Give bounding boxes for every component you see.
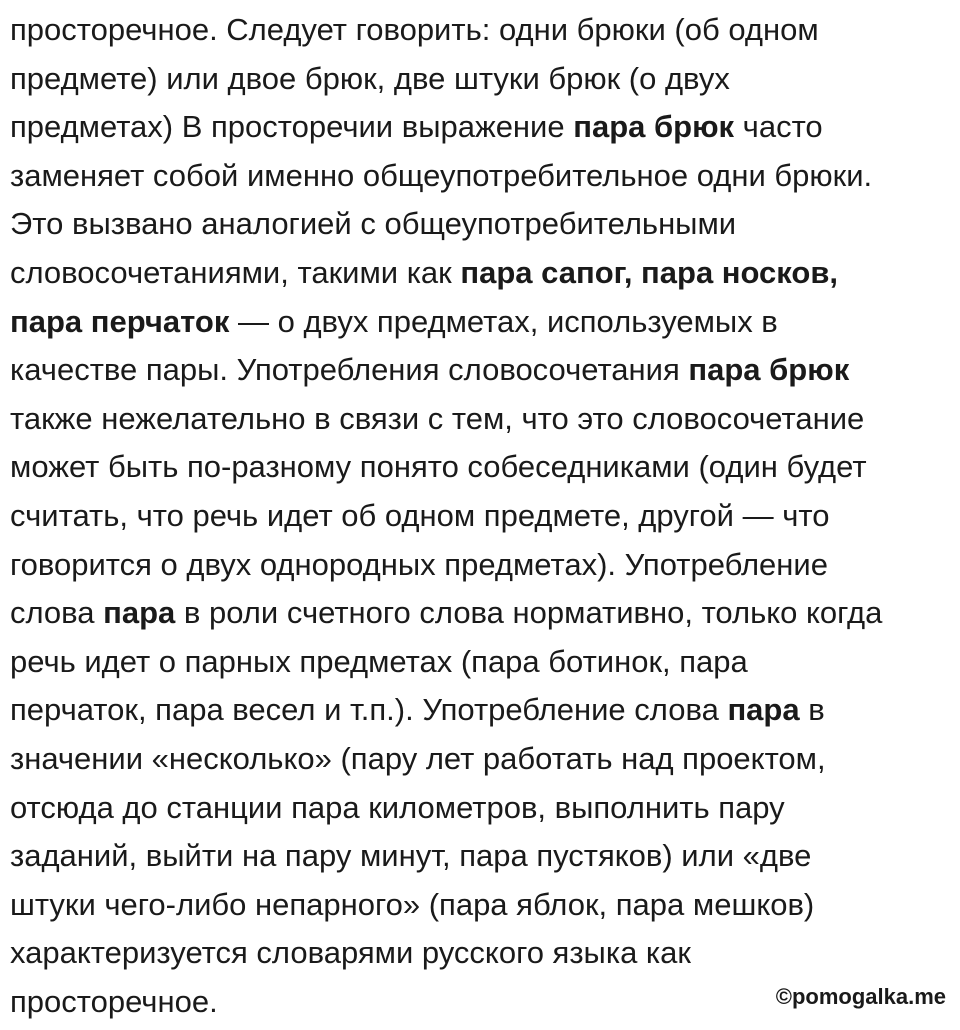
text-line: [10, 249, 950, 298]
bold-phrase: пара брюк: [688, 352, 850, 388]
text-line: [10, 346, 950, 395]
text-segment: в: [799, 692, 825, 728]
text-line: [10, 492, 950, 541]
text-line: [10, 686, 950, 735]
text-segment: также нежелательно в связи с тем, что это словосочетание: [10, 400, 865, 436]
bold-phrase: пара сапог, пара носков,: [460, 254, 839, 290]
text-line: [10, 784, 950, 833]
text-segment: может быть по-разному понято собеседниками (один будет: [10, 449, 867, 485]
bold-phrase: пара: [103, 595, 176, 631]
text-line: [10, 395, 950, 444]
text-segment: просторечное. Следует говорить: одни брюки (об одном: [10, 12, 819, 47]
text-segment: слова: [10, 595, 104, 631]
text-segment: Это вызвано аналогией с общеупотребительными: [10, 206, 737, 242]
text-segment: просторечное.: [10, 983, 218, 1019]
text-line: [10, 541, 950, 590]
text-segment: словосочетаниями, такими как: [10, 254, 461, 290]
text-segment: предмете) или двое брюк, две штуки брюк (о двух: [10, 60, 730, 96]
text-segment: речь идет о парных предметах (пара ботинок, пара: [10, 643, 748, 679]
text-segment: — о двух предметах, используемых в: [229, 303, 778, 339]
text-segment: считать, что речь идет об одном предмете, другой — что: [10, 497, 830, 533]
text-segment: говорится о двух однородных предметах). Употребление: [10, 546, 828, 582]
text-segment: часто: [734, 109, 823, 145]
text-segment: штуки чего-либо непарного» (пара яблок, пара мешков): [10, 886, 815, 922]
text-segment: характеризуется словарями русского языка как: [10, 935, 691, 971]
watermark: ©pomogalka.me: [775, 984, 946, 1009]
text-line: [10, 55, 950, 104]
bold-phrase: пара брюк: [573, 109, 735, 145]
text-line: [10, 152, 950, 201]
text-line: [10, 881, 950, 930]
text-line: [10, 200, 950, 249]
text-line: [10, 638, 950, 687]
text-line: [10, 832, 950, 881]
text-segment: заданий, выйти на пару минут, пара пустяков) или «две: [10, 838, 812, 874]
text-line: [10, 103, 950, 152]
text-line: [10, 298, 950, 347]
text-line: [10, 6, 950, 55]
text-segment: заменяет собой именно общеупотребительное одни брюки.: [10, 157, 873, 193]
text-segment: качестве пары. Употребления словосочетания: [10, 352, 689, 388]
text-line: [10, 589, 950, 638]
bold-phrase: пара: [727, 692, 800, 728]
text-segment: значении «несколько» (пару лет работать над проектом,: [10, 740, 826, 776]
text-segment: отсюда до станции пара километров, выполнить пару: [10, 789, 785, 825]
text-line: [10, 735, 950, 784]
text-segment: предметах) В просторечии выражение: [10, 109, 574, 145]
text-segment: в роли счетного слова нормативно, только когда: [175, 595, 883, 631]
text-line: [10, 929, 950, 978]
text-line: [10, 443, 950, 492]
bold-phrase: пара перчаток: [10, 303, 230, 339]
body-text: [10, 6, 950, 1026]
text-segment: перчаток, пара весел и т.п.). Употребление слова: [10, 692, 728, 728]
